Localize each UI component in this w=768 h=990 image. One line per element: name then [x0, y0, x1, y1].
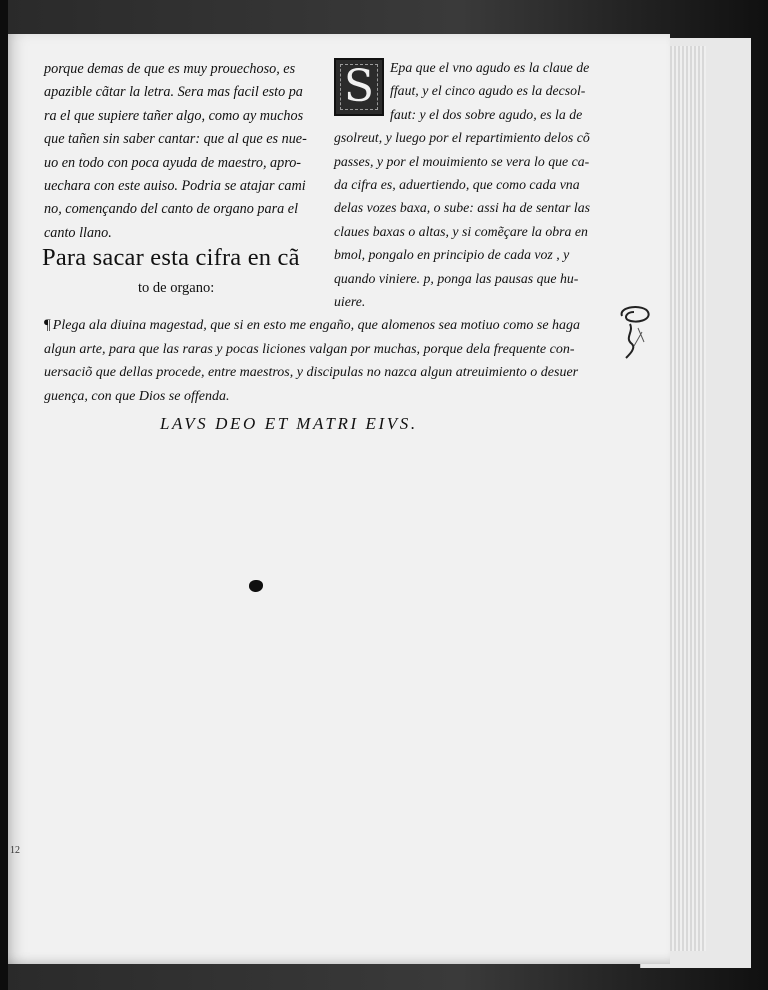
left-line: ra el que supiere tañer algo, como ay muchos: [44, 107, 304, 124]
marginal-flourish-icon: [614, 302, 654, 360]
right-column: [334, 56, 606, 313]
right-line: da cifra es, aduertiendo, que como cada vna: [334, 177, 580, 193]
right-line: passes, y por el mouimiento se vera lo que ca-: [334, 153, 590, 169]
right-line: gsolreut, y luego por el repartimiento delos cõ: [334, 130, 590, 146]
section-heading: Para sacar esta cifra en cã: [42, 244, 300, 271]
closing-line-text: Plega ala diuina magestad, que si en esto me engaño, que alomenos sea motiuo como se haga: [52, 318, 581, 333]
left-line: uechara con este auiso. Podria se atajar cami: [44, 178, 306, 195]
dropcap-letter: S: [343, 61, 375, 113]
right-line: quando viniere. p, ponga las pausas que hu-: [334, 270, 579, 286]
left-line: no, començando del canto de organo para el: [44, 201, 299, 218]
binding-gutter: [0, 0, 8, 990]
pilcrow-icon: ¶: [44, 317, 51, 333]
right-line: faut: y el dos sobre agudo, es la de: [390, 106, 583, 122]
right-line: ffaut, y el cinco agudo es la decsol-: [390, 83, 586, 99]
right-line: delas vozes baxa, o sube: assi ha de sentar las: [334, 200, 590, 216]
left-line: porque demas de que es muy prouechoso, es: [44, 61, 296, 77]
closing-line: algun arte, para que las raras y pocas liciones valgan por muchas, porque dela frequente con-: [44, 341, 575, 357]
section-subheading: to de organo:: [138, 280, 215, 296]
right-line: bmol, pongalo en principio de cada voz , y: [334, 247, 570, 263]
page-number: 12: [10, 845, 20, 856]
right-line: Epa que el vno agudo es la claue de: [390, 60, 590, 75]
decorated-initial-icon: [334, 58, 384, 116]
right-line: uiere.: [334, 294, 366, 310]
left-line: apazible cãtar la letra. Sera mas facil esto pa: [44, 84, 303, 101]
closing-line: [44, 314, 614, 338]
left-line: que tañen sin saber cantar: que al que es nue-: [44, 131, 307, 148]
left-line: uo en todo con poca ayuda de maestro, apro-: [44, 154, 302, 171]
closing-line: guença, con que Dios se offenda.: [44, 388, 230, 404]
left-column: [44, 58, 316, 245]
closing-line: uersaciõ que dellas procede, entre maestros, y discipulas no nazca algun atreuimiento o desuer: [44, 365, 579, 381]
left-line: canto llano.: [44, 224, 112, 241]
right-line: claues baxas o altas, y si comẽçare la obra en: [334, 223, 588, 239]
closing-paragraph: [44, 314, 614, 408]
colophon: LAVS DEO ET MATRI EIVS.: [160, 414, 418, 433]
